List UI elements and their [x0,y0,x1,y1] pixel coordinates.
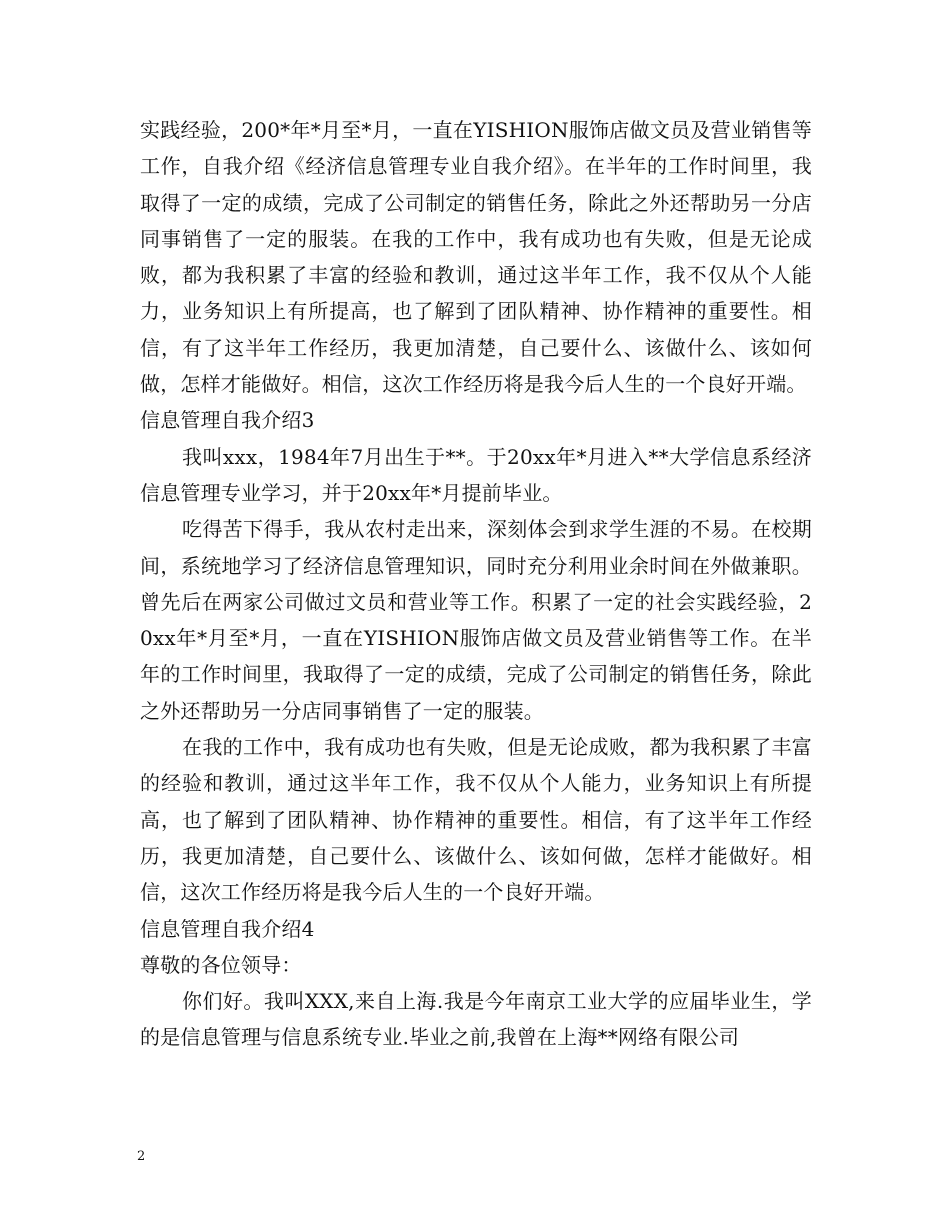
greeting-line: 尊敬的各位领导： [140,952,302,977]
page-number: 2 [137,1149,146,1164]
body-paragraph: 你们好。我叫XXX,来自上海.我是今年南京工业大学的应届毕业生，学的是信息管理与信息系统专业.毕业之前,我曾在上海**网络有限公司 [140,989,812,1050]
body-paragraph: 在我的工作中，我有成功也有失败，但是无论成败，都为我积累了丰富的经验和教训，通过这半年工作，我不仅从个人能力，业务知识上有所提高，也了解到了团队精神、协作精神的重要性。相信，有了这半年工作经历，我更加清楚，自己要什么、该做什么、该如何做，怎样才能做好。相信，这次工作经历将是我今后人生的一个良好开端。 [140,735,812,905]
section-heading: 信息管理自我介绍3 [140,408,315,433]
body-paragraph: 吃得苦下得手，我从农村走出来，深刻体会到求学生涯的不易。在校期间，系统地学习了经济信息管理知识，同时充分利用业余时间在外做兼职。曾先后在两家公司做过文员和营业等工作。积累了一定的社会实践经验，20xx年*月至*月，一直在YISHION服饰店做文员及营业销售等工作。在半年的工作时间里，我取得了一定的成绩，完成了公司制定的销售任务，除此之外还帮助另一分店同事销售了一定的服装。 [140,517,812,723]
document-body [140,112,812,1056]
body-paragraph: 实践经验，200*年*月至*月，一直在YISHION服饰店做文员及营业销售等工作，自我介绍《经济信息管理专业自我介绍》。在半年的工作时间里，我取得了一定的成绩，完成了公司制定的销售任务，除此之外还帮助另一分店同事销售了一定的服装。在我的工作中，我有成功也有失败，但是无论成败，都为我积累了丰富的经验和教训，通过这半年工作，我不仅从个人能力，业务知识上有所提高，也了解到了团队精神、协作精神的重要性。相信，有了这半年工作经历，我更加清楚，自己要什么、该做什么、该如何做，怎样才能做好。相信，这次工作经历将是我今后人生的一个良好开端。 [140,118,812,397]
body-paragraph: 我叫xxx，1984年7月出生于**。于20xx年*月进入**大学信息系经济信息管理专业学习，并于20xx年*月提前毕业。 [140,444,812,505]
section-heading: 信息管理自我介绍4 [140,916,315,941]
